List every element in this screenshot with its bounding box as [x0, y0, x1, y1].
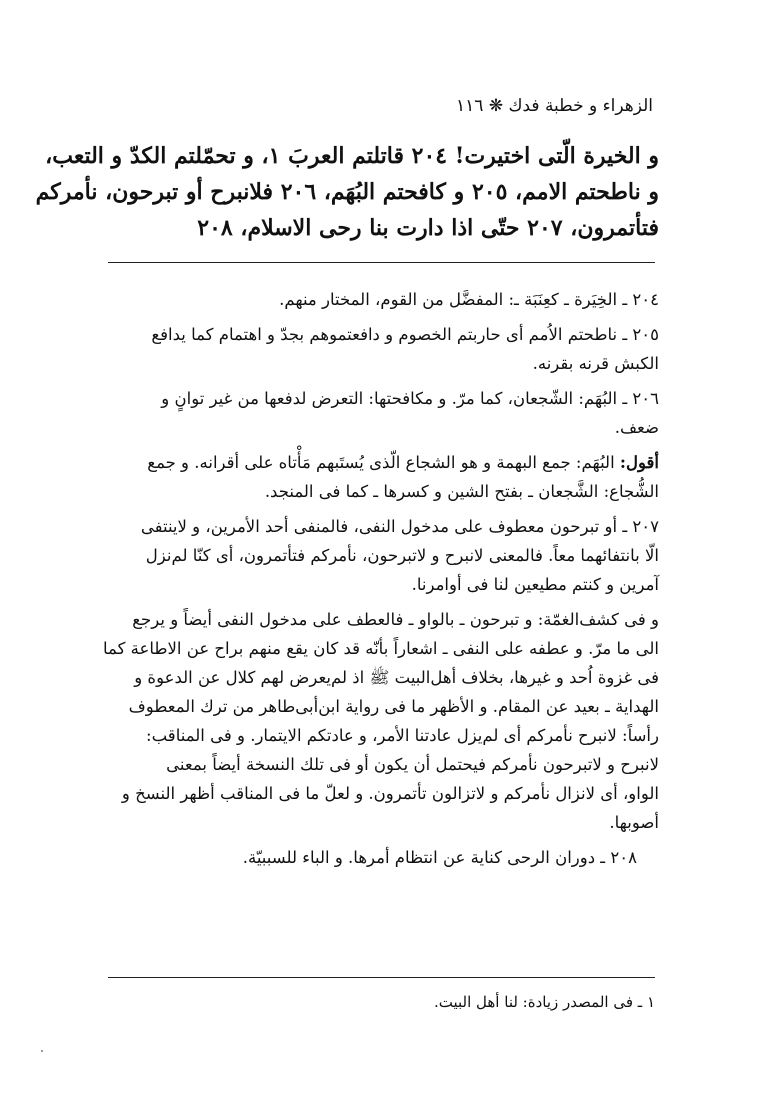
footnote: ١ ـ فى المصدر زيادة: لنا أهل البيت.	[433, 993, 655, 1011]
note-204	[104, 285, 659, 314]
note-207	[104, 512, 659, 599]
sermon-line: و ناطحتم الامم، ٢٠٥ و كافحتم البُهَم، ٢٠٦ فلانبرح أو تبرحون، نأمركم	[35, 179, 659, 205]
note-aqul	[104, 448, 659, 506]
note-206	[104, 384, 659, 442]
note-line: و فى كشف‌الغمّة: و تبرحون ـ بالواو ـ فالعطف على مدخول النفى أيضاً و يرجع	[132, 610, 659, 629]
note-line: ضعف.	[614, 418, 659, 437]
note-line: آمرين و كنتم مطيعين لنا فى أوامرنا.	[411, 575, 659, 594]
footnote-rule	[108, 977, 655, 978]
running-header: الزهراء و خطبة فدك ❋ ١١٦	[456, 96, 653, 116]
note-line: الّا بانتفائهما معاً. فالمعنى لانبرح و لاتبرحون، نأمركم فتأتمرون، أى كنّا لم‌نزل	[145, 546, 659, 565]
note-line: ٢٠٧ ـ أو تبرحون معطوف على مدخول النفى، فالمنفى أحد الأمرين، و لاينتفى	[140, 517, 659, 536]
note-line: الى ما مرّ. و عطفه على النفى ـ اشعاراً بأنّه قد كان يقع منهم براح عن الاطاعة كما	[103, 639, 659, 658]
note-line: رأساً: لانبرح نأمركم أى لم‌يزل عادتنا الأمر، و عادتكم الايتمار. و فى المناقب:	[146, 726, 659, 745]
note-205	[104, 320, 659, 378]
note-line	[104, 448, 659, 477]
note-line: الكبش قرنه بقرنه.	[532, 354, 659, 373]
sermon-text	[35, 138, 659, 246]
note-line: الهداية ـ بعيد عن المقام. و الأظهر ما فى رواية ابن‌أبى‌طاهر من ترك المعطوف	[128, 697, 659, 716]
note-line: ٢٠٥ ـ ناطحتم الاُمم أى حاربتم الخصوم و دافعتموهم بجدّ و اهتمام كما يدافع	[151, 325, 659, 344]
note-line: ٢٠٤ ـ الخِيَرة ـ كعِنَبَة ـ: المفضَّل من القوم، المختار منهم.	[279, 290, 659, 309]
separator-rule	[108, 262, 655, 263]
note-line: الواو، أى لانزال نأمركم و لاتزالون تأتمرون. و لعلّ ما فى المناقب أظهر النسخ و	[121, 784, 659, 803]
sermon-line: فتأتمرون، ٢٠٧ حتّى اذا دارت بنا رحى الاسلام، ٢٠٨	[197, 215, 659, 241]
note-line: الشُّجاع: الشَّجعان ـ بفتح الشين و كسرها ـ كما فى المنجد.	[264, 482, 659, 501]
note-line: لانبرح و لاتبرحون نأمركم فيحتمل أن يكون أو فى تلك النسخة أيضاً بمعنى	[166, 755, 659, 774]
note-kashf	[104, 605, 659, 837]
note-line: ٢٠٦ ـ البُهَم: الشّجعان، كما مرّ. و مكافحتها: التعرض لدفعها من غير توانٍ و	[161, 389, 659, 408]
commentary-notes	[104, 285, 659, 878]
sermon-line: و الخيرة الّتى اختيرت! ٢٠٤ قاتلتم العربَ ١، و تحمّلتم الكدّ و التعب،	[45, 143, 659, 169]
aqul-lead: أقول:	[619, 453, 659, 472]
note-line: أصوبها.	[609, 813, 659, 832]
note-line: فى غزوة اُحد و غيرها، بخلاف أهل‌البيت ﷺ اذ لم‌يعرض لهم كلال عن الدعوة و	[134, 668, 659, 687]
note-line: ٢٠٨ ـ دوران الرحى كناية عن انتظام أمرها. و الباء للسببيّة.	[242, 848, 637, 867]
note-208	[104, 843, 659, 872]
scan-speck	[41, 1050, 43, 1052]
aqul-text: البُهَم: جمع البهمة و هو الشجاع الّذى يُستَبهم مَأْتاه على أقرانه. و جمع	[147, 453, 620, 472]
